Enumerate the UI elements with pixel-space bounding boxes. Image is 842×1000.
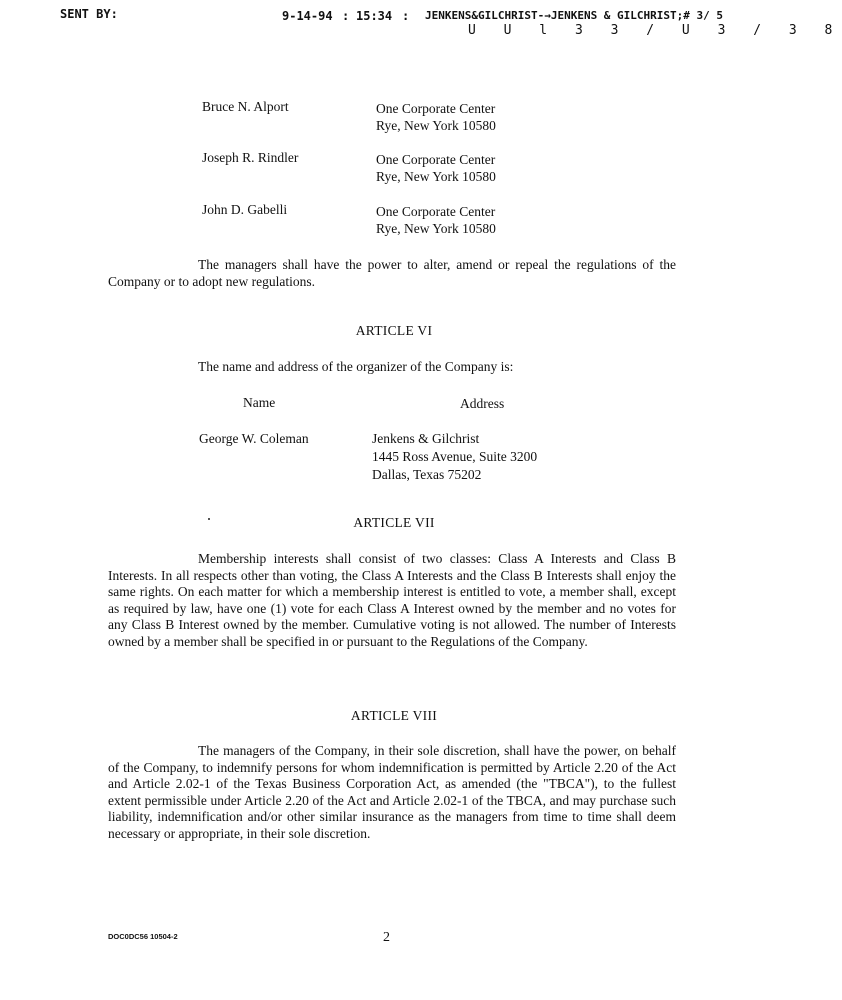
article-vii-text: Membership interests shall consist of two classes: Class A Interests and Class B Interests. In all respects other than voting, the Class A Interests and the Class B Interests shall enjoy the same rights. On each matter for which a membership interest is entitled to vote, a member shall, except as required by law, have one (1) vote for each Class A Interest owned by the member and no votes for any Class B Interest owned by the member. Cumulative voting is not allowed. The number of Interests owned by a member shall be specified in or pursuant to the Regulations of the Company. [108, 551, 676, 649]
fax-sent-by: SENT BY: [60, 7, 118, 21]
organizer-address-line3: Dallas, Texas 75202 [372, 467, 482, 482]
fax-separator: : [342, 9, 350, 23]
manager-name: John D. Gabelli [202, 202, 288, 217]
column-header-name: Name [243, 395, 276, 410]
article-vi-heading-text: ARTICLE VI [355, 323, 433, 338]
manager-address-line2: Rye, New York 10580 [376, 118, 496, 133]
article-vii-heading-text: ARTICLE VII [353, 515, 435, 530]
manager-address-line1: One Corporate Center [376, 204, 496, 219]
manager-name: Bruce N. Alport [202, 99, 289, 114]
organizer-intro: The name and address of the organizer of the Company is: [198, 359, 514, 374]
article-vi-heading [0, 322, 768, 339]
document-code: DOC0DC56 10504-2 [108, 932, 178, 941]
managers-power-paragraph [108, 257, 676, 290]
article-viii-heading [0, 707, 768, 724]
fax-sender: JENKENS&GILCHRIST-→JENKENS & GILCHRIST;# 3/ 5 [425, 9, 724, 22]
manager-address-line1: One Corporate Center [376, 152, 496, 167]
page-number: 2 [383, 930, 390, 945]
article-vii-heading [0, 514, 768, 531]
article-viii-text: The managers of the Company, in their sole discretion, shall have the power, on behalf of the Company, to indemnify persons for whom indemnification is permitted by Article 2.20 of the Act and Article 2.02-1 of the Texas Business Corporation Act, as amended (the "TBCA"), to the fullest extent permissible under Article 2.20 of the Act and Article 2.02-1 of the TBCA, and may purchase such liability, indemnification and/or other similar insurance as the managers from time to time shall deem necessary or appropriate, in their sole discretion. [108, 743, 676, 841]
manager-address-line2: Rye, New York 10580 [376, 221, 496, 236]
manager-address-line1: One Corporate Center [376, 101, 496, 116]
organizer-name: George W. Coleman [199, 431, 309, 446]
manager-address-line2: Rye, New York 10580 [376, 169, 496, 184]
column-header-address: Address [460, 396, 505, 411]
article-vii-paragraph [108, 551, 676, 650]
article-viii-paragraph [108, 743, 676, 842]
fax-separator: : [402, 9, 410, 23]
article-viii-heading-text: ARTICLE VIII [350, 708, 438, 723]
fax-date: 9-14-94 [282, 9, 333, 23]
organizer-address-line2: 1445 Ross Avenue, Suite 3200 [372, 449, 538, 464]
organizer-address-line1: Jenkens & Gilchrist [372, 431, 480, 446]
managers-power-text: The managers shall have the power to alter, amend or repeal the regulations of the Company or to adopt new regulations. [108, 257, 676, 289]
fax-time: 15:34 [356, 9, 393, 23]
manager-name: Joseph R. Rindler [202, 150, 299, 165]
fax-stamp: U U l 3 3 / U 3 / 3 8 [468, 23, 842, 38]
